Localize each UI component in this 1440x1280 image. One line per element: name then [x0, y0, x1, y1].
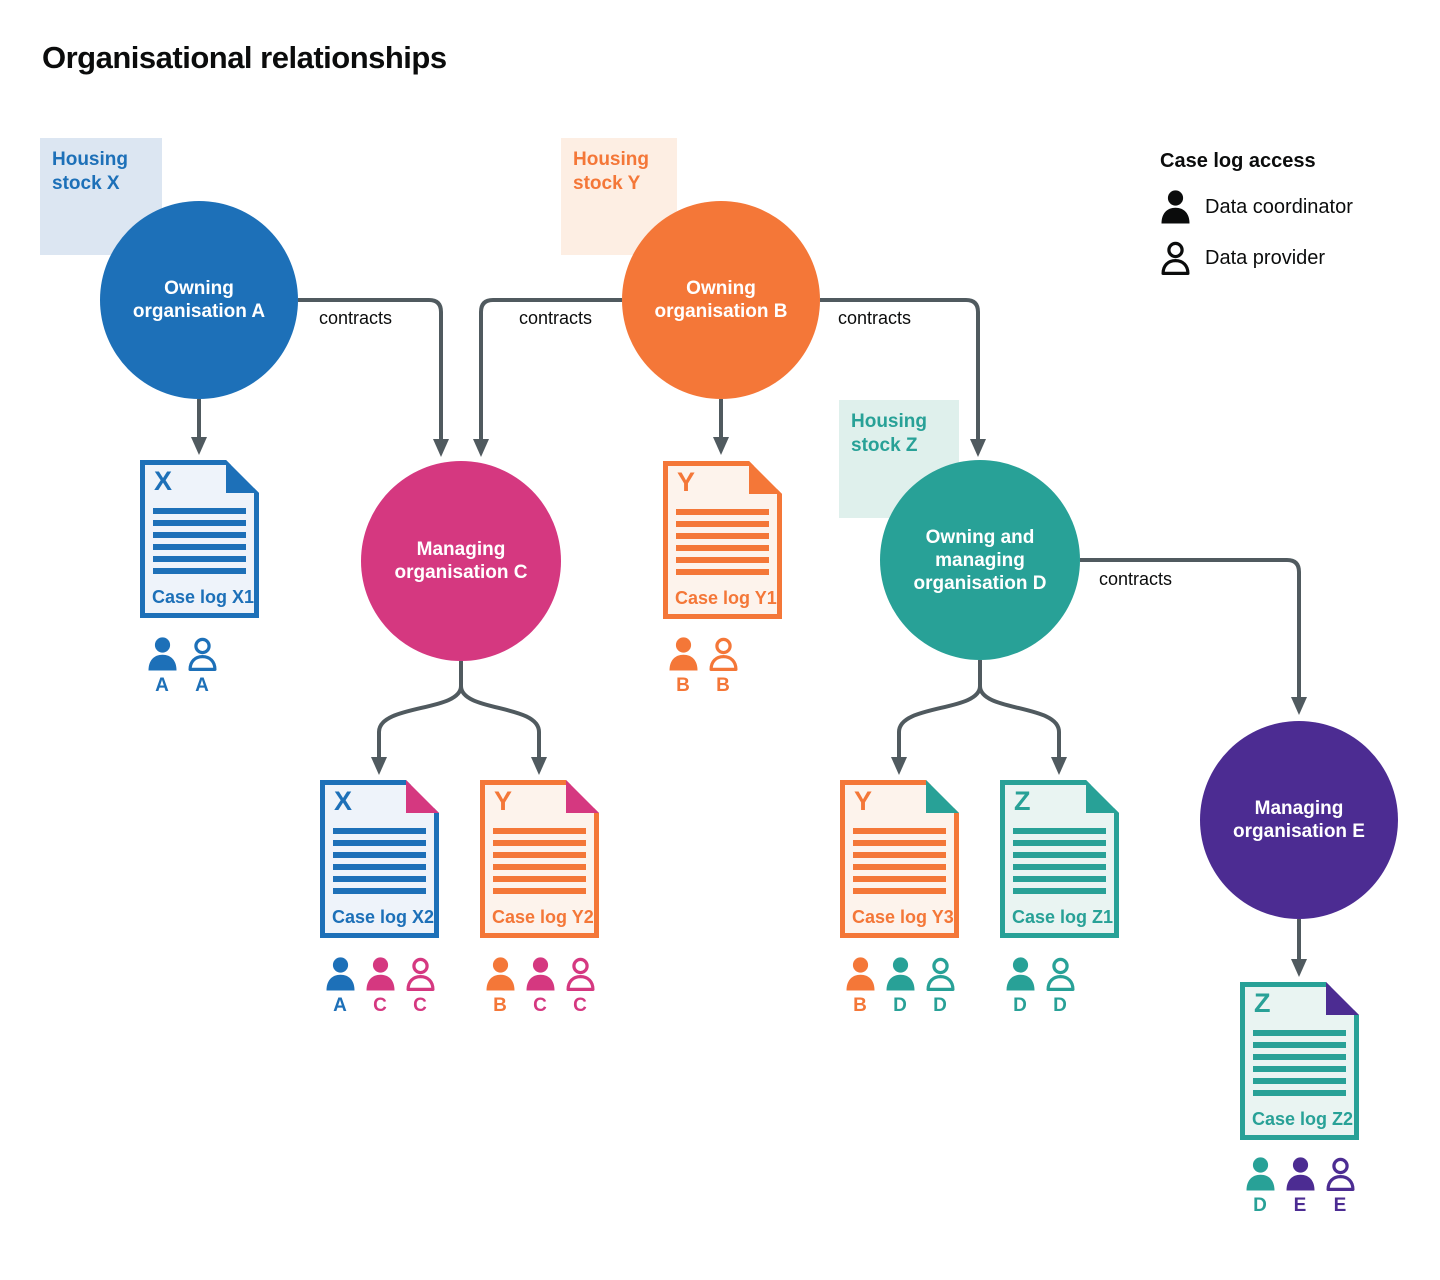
org-C-label: Managing organisation C	[394, 539, 528, 583]
person-filled-icon	[485, 957, 516, 991]
person-org-letter: A	[333, 995, 347, 1016]
contracts-label-b-c: contracts	[519, 308, 593, 328]
person-org-letter: D	[893, 995, 907, 1016]
document-fold-corner	[406, 780, 439, 813]
person-filled-icon	[845, 957, 876, 991]
case-log-Y2-letter: Y	[494, 786, 513, 816]
person-filled	[844, 957, 876, 1015]
case-log-Z2	[1240, 982, 1359, 1140]
document-text-lines	[153, 508, 246, 574]
person-outline	[707, 637, 739, 695]
org-circle-A	[100, 201, 298, 399]
org-circle-E	[1200, 721, 1398, 919]
legend-label-data-coordinator: Data coordinator	[1205, 195, 1353, 218]
person-filled-icon	[1245, 1157, 1276, 1191]
person-outline	[924, 957, 956, 1015]
person-org-letter: D	[1253, 1195, 1267, 1216]
case-log-Z2-label: Case log Z2	[1252, 1109, 1354, 1129]
case-log-Y3-access-people	[844, 957, 956, 1015]
person-filled	[524, 957, 556, 1015]
case-log-Y3-letter: Y	[854, 786, 873, 816]
org-D-label: Owning and managing organisation D	[913, 526, 1047, 594]
legend-label-data-provider: Data provider	[1205, 246, 1326, 269]
person-outline	[186, 637, 218, 695]
document-fold-corner	[566, 780, 599, 813]
org-circle-B	[622, 201, 820, 399]
person-outline	[564, 957, 596, 1015]
case-log-X1-access-people	[146, 637, 218, 695]
case-log-Y1-letter: Y	[677, 467, 696, 497]
document-text-lines	[676, 509, 769, 575]
person-org-letter: C	[533, 995, 547, 1016]
person-org-letter: E	[1333, 1195, 1347, 1216]
person-filled-icon	[1160, 190, 1191, 224]
case-log-Z1-label: Case log Z1	[1012, 907, 1114, 927]
person-outline-icon	[925, 957, 956, 991]
person-filled	[1004, 957, 1036, 1015]
page-title: Organisational relationships	[42, 40, 447, 75]
case-log-Z2-access-people	[1244, 1157, 1356, 1215]
org-circle-C	[361, 461, 561, 661]
case-log-X1-label: Case log X1	[152, 587, 255, 607]
org-B-label: Owning organisation B	[654, 278, 788, 322]
case-log-X1-letter: X	[154, 466, 173, 496]
document-fold-corner	[749, 461, 782, 494]
person-filled-icon	[1005, 957, 1036, 991]
person-filled-icon	[365, 957, 396, 991]
case-log-Y1-access-people	[667, 637, 739, 695]
person-filled-icon	[525, 957, 556, 991]
contracts-label-a-c: contracts	[319, 308, 393, 328]
case-log-Z1-access-people	[1004, 957, 1076, 1015]
person-org-letter: E	[1293, 1195, 1307, 1216]
person-filled	[1244, 1157, 1276, 1215]
case-log-X2-label: Case log X2	[332, 907, 435, 927]
person-org-letter: B	[493, 995, 507, 1016]
arrow-C-to-case-log-Y2	[461, 661, 539, 770]
person-org-letter: D	[1053, 995, 1067, 1016]
person-outline-icon	[565, 957, 596, 991]
person-filled	[667, 637, 699, 695]
document-text-lines	[493, 828, 586, 894]
case-log-X1	[140, 460, 259, 618]
case-log-Z2-letter: Z	[1254, 988, 1271, 1018]
case-log-Y2-label: Case log Y2	[492, 907, 594, 927]
org-E-label: Managing organisation E	[1233, 798, 1365, 842]
person-org-letter: B	[716, 675, 730, 696]
person-org-letter: C	[373, 995, 387, 1016]
person-org-letter: B	[853, 995, 867, 1016]
document-fold-corner	[1326, 982, 1359, 1015]
person-filled-icon	[147, 637, 178, 671]
arrow-C-to-case-log-X2	[379, 661, 461, 770]
person-outline	[404, 957, 436, 1015]
legend-item-data-provider	[1160, 241, 1353, 275]
document-text-lines	[853, 828, 946, 894]
case-log-Y2-access-people	[484, 957, 596, 1015]
person-outline	[1324, 1157, 1356, 1215]
person-org-letter: A	[195, 675, 209, 696]
case-log-Y1-label: Case log Y1	[675, 588, 777, 608]
person-outline-icon	[1160, 241, 1191, 275]
document-text-lines	[1013, 828, 1106, 894]
person-outline-icon	[708, 637, 739, 671]
arrow-D-to-case-log-Y3	[899, 660, 980, 770]
person-org-letter: D	[1013, 995, 1027, 1016]
org-circle-D	[880, 460, 1080, 660]
legend-item-data-coordinator	[1160, 190, 1353, 224]
document-fold-corner	[1086, 780, 1119, 813]
person-org-letter: D	[933, 995, 947, 1016]
org-A-label: Owning organisation A	[132, 278, 266, 322]
person-filled	[484, 957, 516, 1015]
contracts-label-b-d: contracts	[838, 308, 912, 328]
case-log-Y2	[480, 780, 599, 938]
document-fold-corner	[926, 780, 959, 813]
person-org-letter: A	[155, 675, 169, 696]
person-org-letter: C	[573, 995, 587, 1016]
person-filled-icon	[885, 957, 916, 991]
person-filled-icon	[1285, 1157, 1316, 1191]
case-log-Y1	[663, 461, 782, 619]
person-filled	[884, 957, 916, 1015]
person-filled-icon	[668, 637, 699, 671]
case-log-Z1-letter: Z	[1014, 786, 1031, 816]
person-outline-icon	[187, 637, 218, 671]
case-log-Y3	[840, 780, 959, 938]
document-fold-corner	[226, 460, 259, 493]
housing-stock-x-label: Housing stock X	[52, 149, 128, 194]
legend-title: Case log access	[1160, 150, 1316, 172]
person-org-letter: C	[413, 995, 427, 1016]
housing-stock-y-label: Housing stock Y	[573, 149, 649, 194]
person-filled-icon	[325, 957, 356, 991]
person-outline	[1044, 957, 1076, 1015]
person-filled	[1284, 1157, 1316, 1215]
case-log-Z1	[1000, 780, 1119, 938]
person-filled	[324, 957, 356, 1015]
document-text-lines	[333, 828, 426, 894]
person-outline-icon	[1325, 1157, 1356, 1191]
arrow-D-to-case-log-Z1	[980, 660, 1059, 770]
legend	[1160, 150, 1353, 275]
person-outline-icon	[1045, 957, 1076, 991]
case-log-X2-access-people	[324, 957, 436, 1015]
housing-stock-z-label: Housing stock Z	[851, 411, 927, 456]
person-outline-icon	[405, 957, 436, 991]
person-org-letter: B	[676, 675, 690, 696]
case-log-Y3-label: Case log Y3	[852, 907, 954, 927]
case-log-X2	[320, 780, 439, 938]
document-text-lines	[1253, 1030, 1346, 1096]
person-filled	[364, 957, 396, 1015]
contracts-label-d-e: contracts	[1099, 569, 1173, 589]
person-filled	[146, 637, 178, 695]
case-log-X2-letter: X	[334, 786, 353, 816]
